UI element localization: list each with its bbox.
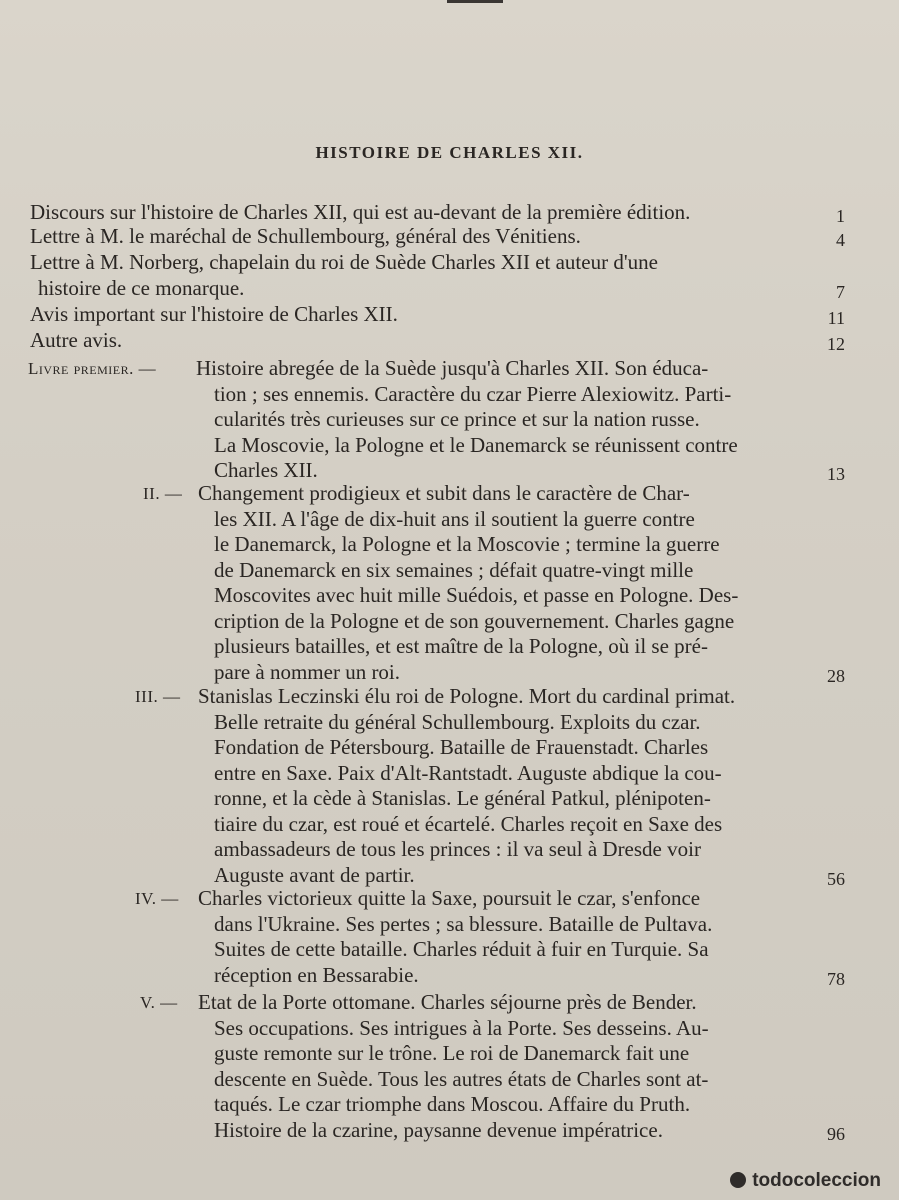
watermark-text: todocoleccion [752,1170,881,1191]
toc-entry-line: Auguste avant de partir. [214,862,415,887]
header-rule [447,0,503,3]
toc-page-number: 11 [827,308,845,328]
toc-entry-line: les XII. A l'âge de dix-huit ans il soutient la guerre contre [214,506,695,531]
toc-entry-line: cription de la Pologne et de son gouvernement. Charles gagne [214,608,735,633]
toc-page-number: 28 [827,665,845,686]
toc-entry-line: Etat de la Porte ottomane. Charles séjourne près de Bender. [198,990,697,1014]
toc-entry-line: descente en Suède. Tous les autres états de Charles sont at- [214,1066,709,1091]
toc-entry-line: Suites de cette bataille. Charles réduit à fuir en Turquie. Sa [214,937,709,961]
toc-page-number: 13 [827,464,845,484]
toc-entry-line: de Danemarck en six semaines ; défait quatre-vingt mille [214,557,694,582]
toc-entry-line: guste remonte sur le trône. Le roi de Danemarck fait une [214,1041,690,1065]
toc-entry-line: Lettre à M. le maréchal de Schullembourg, général des Vénitiens. [30,224,581,248]
toc-entry-line: Ses occupations. Ses intrigues à la Porte. Ses desseins. Au- [214,1015,709,1040]
toc-page-number: 1 [836,206,845,226]
toc-entry-line: tiaire du czar, est roué et écartelé. Charles reçoit en Saxe des [214,811,723,836]
toc-entry-line: dans l'Ukraine. Ses pertes ; sa blessure. Bataille de Pultava. [214,911,713,936]
toc-entry-line: Lettre à M. Norberg, chapelain du roi de Suède Charles XII et auteur d'une [30,250,658,274]
toc-page-number: 96 [827,1123,845,1144]
toc-page-number: 56 [827,868,845,889]
toc-entry-line: La Moscovie, la Pologne et le Danemarck se réunissent contre [214,432,738,457]
toc-entry-line: Charles XII. [214,458,318,482]
toc-entry-line: Stanislas Leczinski élu roi de Pologne. Mort du cardinal primat. [198,684,736,708]
toc-entry-label: II. — [143,484,183,503]
toc-entry-line: ambassadeurs de tous les princes : il va seul à Dresde voir [214,837,701,861]
toc-entry-line: cularités très curieuses sur ce prince et sur la nation russe. [214,407,700,431]
toc-entry-line: Fondation de Pétersbourg. Bataille de Frauenstadt. Charles [214,735,709,759]
watermark [730,1170,881,1192]
toc-entry-line: histoire de ce monarque. [38,275,245,300]
toc-entry-line: taqués. Le czar triomphe dans Moscou. Affaire du Pruth. [214,1092,691,1116]
toc-page-number: 78 [827,968,845,989]
toc-page-number: 4 [836,230,845,250]
page-title: HISTOIRE DE CHARLES XII. [315,143,584,162]
toc-entry-line: le Danemarck, la Pologne et la Moscovie ; termine la guerre [214,532,720,556]
toc-entry-line: Autre avis. [30,328,123,352]
watermark-logo-icon [730,1172,746,1188]
toc-entry-line: Avis important sur l'histoire de Charles XII. [30,302,398,326]
toc-entry-line: Histoire de la czarine, paysanne devenue impératrice. [214,1117,663,1142]
toc-entry-line: entre en Saxe. Paix d'Alt-Rantstadt. Auguste abdique la cou- [214,760,722,785]
toc-entry-label: V. — [140,993,178,1012]
toc-entry-line: tion ; ses ennemis. Caractère du czar Pierre Alexiowitz. Parti- [214,381,732,406]
toc-page-number: 12 [827,334,845,354]
toc-entry-line: ronne, et la cède à Stanislas. Le général Patkul, plénipoten- [214,786,711,810]
toc-entry-label: IV. — [135,889,179,908]
toc-entry-label: Livre premier. — [28,359,157,378]
toc-entry-line: pare à nommer un roi. [214,659,401,684]
toc-entry-label: III. — [135,687,181,706]
toc-entry-line: Discours sur l'histoire de Charles XII, qui est au-devant de la première édition. [30,200,691,224]
toc-entry-line: plusieurs batailles, et est maître de la Pologne, où il se pré- [214,634,708,658]
toc-entry-line: réception en Bessarabie. [214,962,419,987]
toc-entry-line: Charles victorieux quitte la Saxe, poursuit le czar, s'enfonce [198,886,701,910]
toc-entry-line: Moscovites avec huit mille Suédois, et passe en Pologne. Des- [214,583,739,607]
toc-entry-line: Changement prodigieux et subit dans le caractère de Char- [198,481,690,505]
toc-entry-line: Histoire abregée de la Suède jusqu'à Charles XII. Son éduca- [196,356,709,380]
toc-page-number: 7 [836,281,845,302]
toc-entry-line: Belle retraite du général Schullembourg. Exploits du czar. [214,709,701,734]
